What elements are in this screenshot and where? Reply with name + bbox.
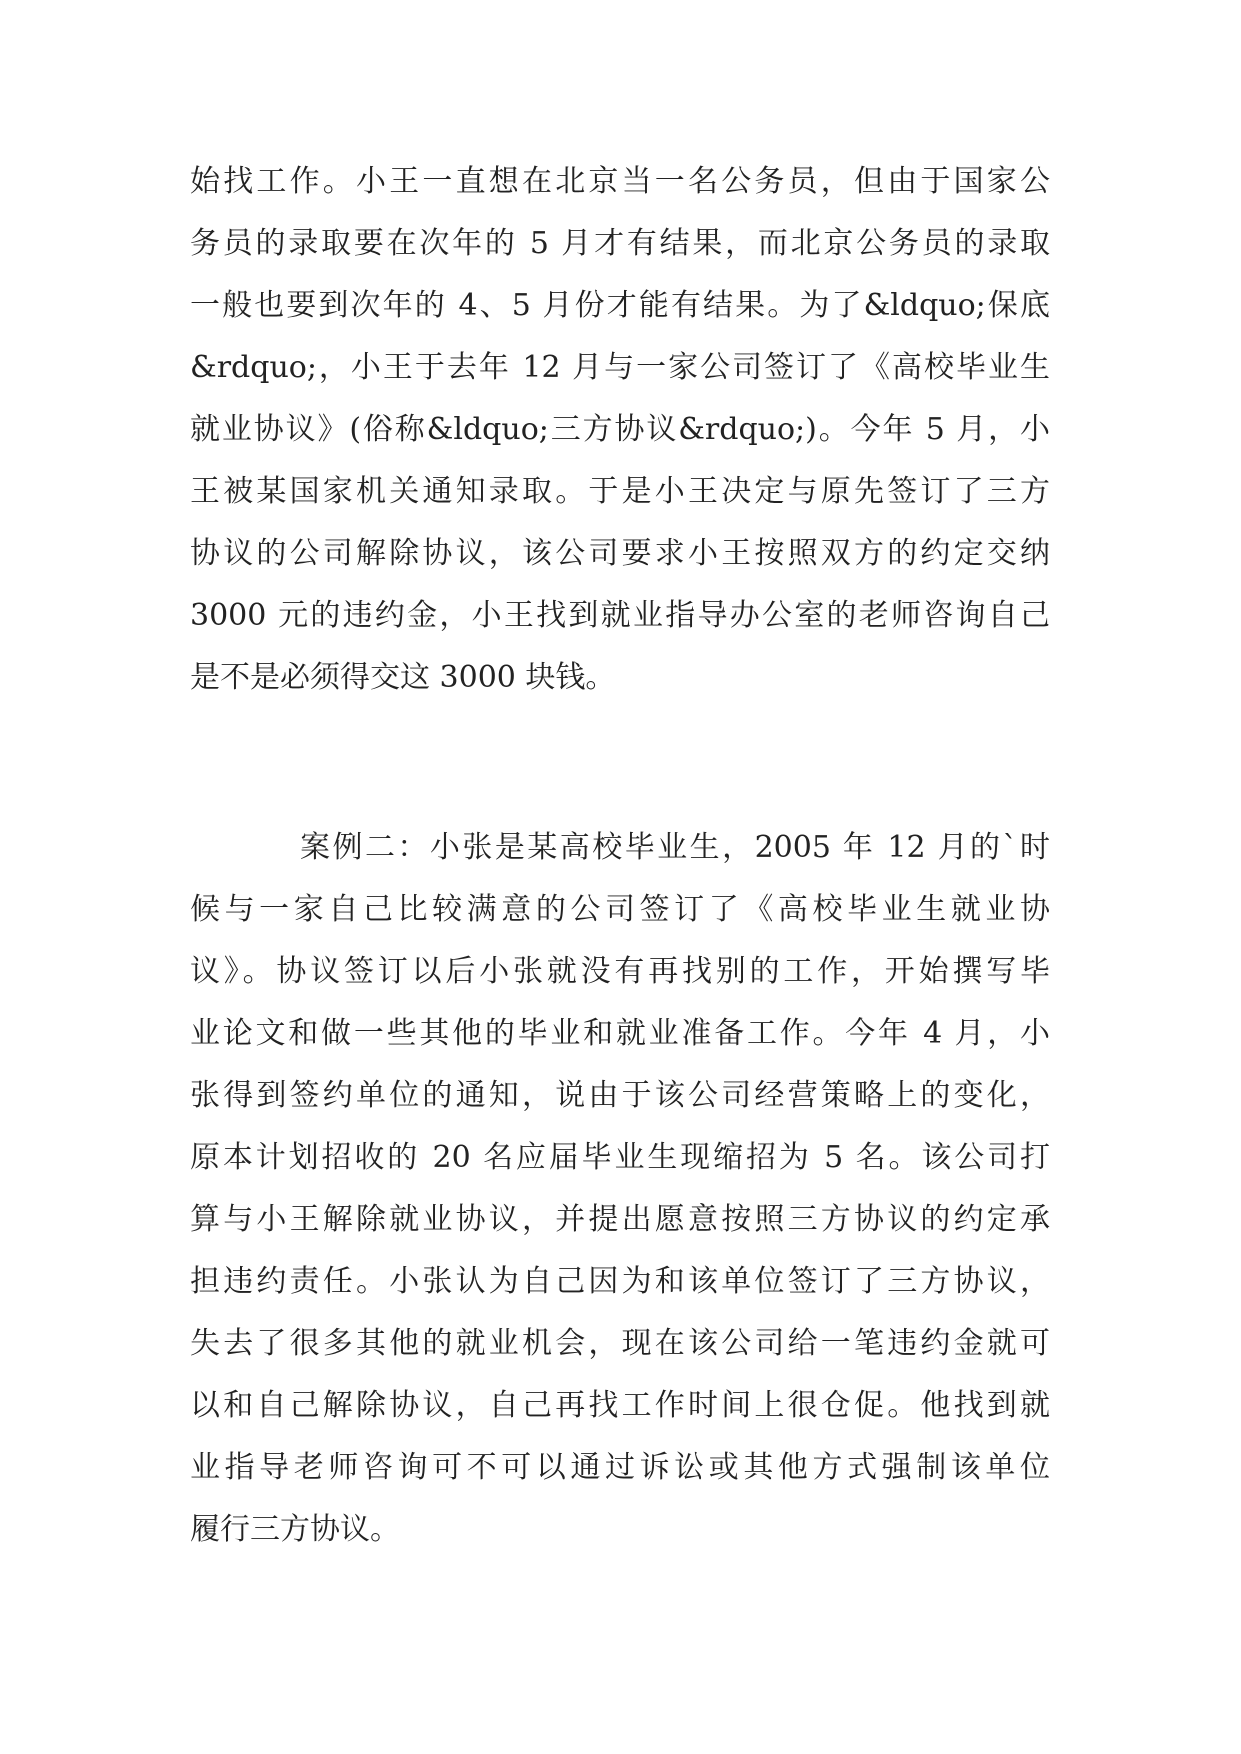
text-line: 一般也要到次年的 4、5 月份才能有结果。为了&ldquo;保底	[190, 288, 1050, 323]
text-line: 业指导老师咨询可不可以通过诉讼或其他方式强制该单位	[190, 1450, 1050, 1485]
text-line: 是不是必须得交这 3000 块钱。	[190, 660, 616, 695]
text-line: 张得到签约单位的通知，说由于该公司经营策略上的变化，	[190, 1078, 1050, 1113]
text-line: 失去了很多其他的就业机会，现在该公司给一笔违约金就可	[190, 1326, 1050, 1361]
text-line: 履行三方协议。	[190, 1512, 400, 1547]
text-line: 业论文和做一些其他的毕业和就业准备工作。今年 4 月，小	[190, 1016, 1050, 1051]
text-line: 以和自己解除协议，自己再找工作时间上很仓促。他找到就	[190, 1388, 1050, 1423]
text-line: 担违约责任。小张认为自己因为和该单位签订了三方协议，	[190, 1264, 1050, 1299]
text-line: 协议的公司解除协议，该公司要求小王按照双方的约定交纳	[190, 536, 1050, 571]
text-line: 案例二：小张是某高校毕业生，2005 年 12 月的`时	[300, 830, 1050, 865]
text-line: &rdquo;，小王于去年 12 月与一家公司签订了《高校毕业生	[190, 350, 1050, 385]
text-line: 议》。协议签订以后小张就没有再找别的工作，开始撰写毕	[190, 954, 1050, 989]
text-line: 王被某国家机关通知录取。于是小王决定与原先签订了三方	[190, 474, 1050, 509]
text-line: 原本计划招收的 20 名应届毕业生现缩招为 5 名。该公司打	[190, 1140, 1050, 1175]
text-line: 候与一家自己比较满意的公司签订了《高校毕业生就业协	[190, 892, 1050, 927]
text-line: 3000 元的违约金，小王找到就业指导办公室的老师咨询自己	[190, 598, 1050, 633]
text-line: 算与小王解除就业协议，并提出愿意按照三方协议的约定承	[190, 1202, 1050, 1237]
text-line: 就业协议》(俗称&ldquo;三方协议&rdquo;)。今年 5 月，小	[190, 412, 1050, 447]
text-line: 务员的录取要在次年的 5 月才有结果，而北京公务员的录取	[190, 226, 1050, 261]
text-line: 始找工作。小王一直想在北京当一名公务员，但由于国家公	[190, 164, 1050, 199]
